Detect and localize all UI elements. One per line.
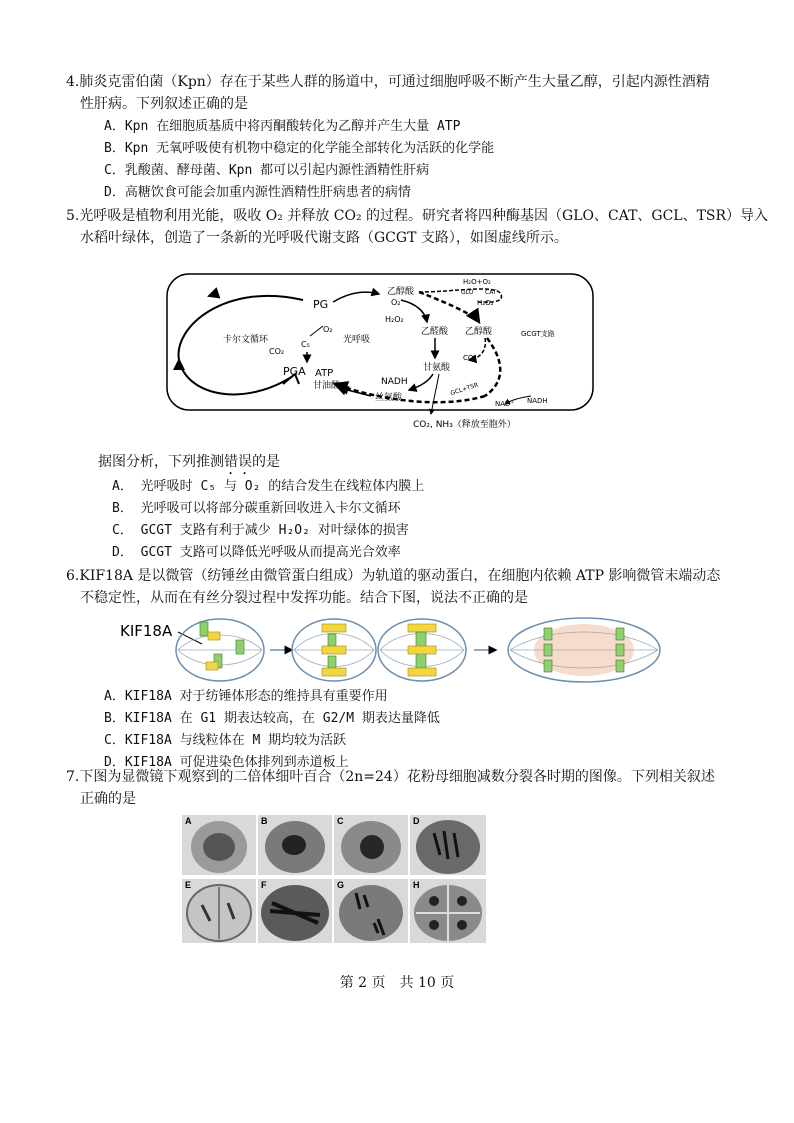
co2-right-label: CO₂ [463, 354, 477, 362]
h2o2-mid-label: H₂O₂ [385, 315, 404, 324]
q6-stem-line1: 6.KIF18A 是以微管（纺锤丝由微管蛋白组成）为轨道的驱动蛋白，在细胞内依赖 ATP 影响微管末端动态 [66, 568, 721, 584]
q7-stem-line2: 正确的是 [80, 791, 136, 807]
q6-option-d: D．KIF18A 可促进染色体排列到赤道板上 [104, 755, 349, 770]
q5-prompt-pre: 据图分析，下列推测 [98, 454, 224, 470]
q5-stem-line2: 水稻叶绿体，创造了一条新的光呼吸代谢支路（GCGT 支路），如图虚线所示。 [80, 230, 568, 246]
gcl-tsr-label: GCL+TSR [449, 381, 480, 398]
nad-label: NAD⁺ [495, 400, 515, 408]
meiosis-micrograph-grid [182, 815, 486, 943]
cell-4 [508, 618, 660, 682]
h2o-o2-label: H₂O+O₂ [463, 278, 491, 286]
q4-stem-line1: 4.肺炎克雷伯菌（Kpn）存在于某些人群的肠道中，可通过细胞呼吸不断产生大量乙醇，引起内源性酒精 [66, 74, 710, 90]
panel-label-e: E [185, 880, 192, 890]
gcgt-label: GCGT支路 [521, 330, 555, 338]
c5-label: C₅ [301, 340, 310, 349]
q5-option-a: A． 光呼吸时 C₅ 与 O₂ 的结合发生在线粒体内膜上 [112, 479, 425, 494]
cell-2 [292, 619, 376, 681]
q5-prompt [98, 452, 280, 478]
atp-label: ATP [315, 368, 334, 379]
micrograph-panel-b [258, 815, 332, 875]
panel-label-c: C [337, 816, 344, 826]
release-label: CO₂, NH₃（释放至胞外） [413, 420, 516, 430]
q6-option-a: A．KIF18A 对于纺锤体形态的维持具有重要作用 [104, 689, 388, 704]
micrograph-panel-e [182, 879, 256, 943]
calvin-cycle-label: 卡尔文循环 [223, 335, 269, 345]
panel-label-b: B [261, 816, 268, 826]
micrograph-panel-f [258, 879, 332, 943]
q4-option-d: D．高糖饮食可能会加重内源性酒精性肝病患者的病情 [104, 185, 411, 200]
cell-3 [378, 619, 466, 681]
cat-label: CAT [485, 289, 497, 296]
micrograph-panel-c [334, 815, 408, 875]
pga-label: PGA [283, 365, 306, 378]
glycolate-2-label: 乙醇酸 [465, 327, 493, 337]
micrograph-panel-d [410, 815, 486, 875]
micrograph-panel-a [182, 815, 256, 875]
q5-option-b: B． 光呼吸可以将部分碳重新回收进入卡尔文循环 [112, 501, 401, 516]
panel-label-h: H [413, 880, 420, 890]
q6-option-c: C．KIF18A 与线粒体在 M 期均较为活跃 [104, 733, 347, 748]
h2o2-right-label: H₂O₂ [477, 299, 494, 307]
page-footer: 第 2 页 共 10 页 [339, 975, 455, 991]
q5-stem-line1: 5.光呼吸是植物利用光能，吸收 O₂ 并释放 CO₂ 的过程。研究者将四种酶基因（GLO、CAT、GCL、TSR）导入 [66, 208, 769, 224]
q5-prompt-post: 的是 [252, 454, 280, 470]
cell-1 [176, 619, 264, 681]
kif18a-mitosis-figure [118, 610, 678, 686]
panel-label-a: A [185, 816, 192, 826]
q5-prompt-emphasis: 错误 [224, 454, 252, 470]
glyoxylate-1-label: 乙醛酸 [421, 327, 449, 337]
q4-stem-line2: 性肝病。下列叙述正确的是 [80, 96, 248, 112]
co2-left-label: CO₂ [269, 347, 285, 356]
glycine-label: 甘氨酸 [423, 363, 451, 373]
pg-label: PG [313, 298, 329, 311]
kif18a-figure-label: KIF18A [120, 622, 173, 640]
calvin-cycle-loop [179, 296, 303, 395]
q7-stem-line1: 7.下图为显微镜下观察到的二倍体细叶百合（2n=24）花粉母细胞减数分裂各时期的图像。下列相关叙述 [66, 769, 715, 785]
o2-left-label: O₂ [323, 325, 333, 334]
q5-option-c: C． GCGT 支路有利于减少 H₂O₂ 对叶绿体的损害 [112, 523, 409, 538]
micrograph-panel-h [410, 879, 486, 943]
micrograph-panel-g [334, 879, 408, 943]
nadh-right-label: NADH [527, 397, 548, 405]
q6-stem-line2: 不稳定性，从而在有丝分裂过程中发挥功能。结合下图，说法不正确的是 [80, 590, 528, 606]
nadh-left-label: NADH [381, 377, 408, 387]
q5-option-d: D． GCGT 支路可以降低光呼吸从而提高光合效率 [112, 545, 401, 560]
q6-option-b: B．KIF18A 在 G1 期表达较高，在 G2/M 期表达量降低 [104, 711, 440, 726]
photorespiration-diagram [165, 272, 597, 440]
serine-label: 丝氨酸 [375, 393, 403, 403]
photorespiration-label: 光呼吸 [343, 335, 371, 345]
glo-label: GLO [461, 289, 474, 296]
panel-label-f: F [261, 880, 267, 890]
glycolate-1-label: 乙醇酸 [387, 287, 415, 297]
glycerate-label: 甘油酸 [313, 381, 341, 391]
o2-mid-label: O₂ [391, 298, 401, 307]
q4-option-c: C．乳酸菌、酵母菌、Kpn 都可以引起内源性酒精性肝病 [104, 163, 430, 178]
q4-option-b: B．Kpn 无氧呼吸使有机物中稳定的化学能全部转化为活跃的化学能 [104, 141, 495, 156]
panel-label-g: G [337, 880, 345, 890]
panel-label-d: D [413, 816, 420, 826]
q4-option-a: A．Kpn 在细胞质基质中将丙酮酸转化为乙醇并产生大量 ATP [104, 119, 461, 134]
calvin-arrow-top [209, 294, 215, 296]
